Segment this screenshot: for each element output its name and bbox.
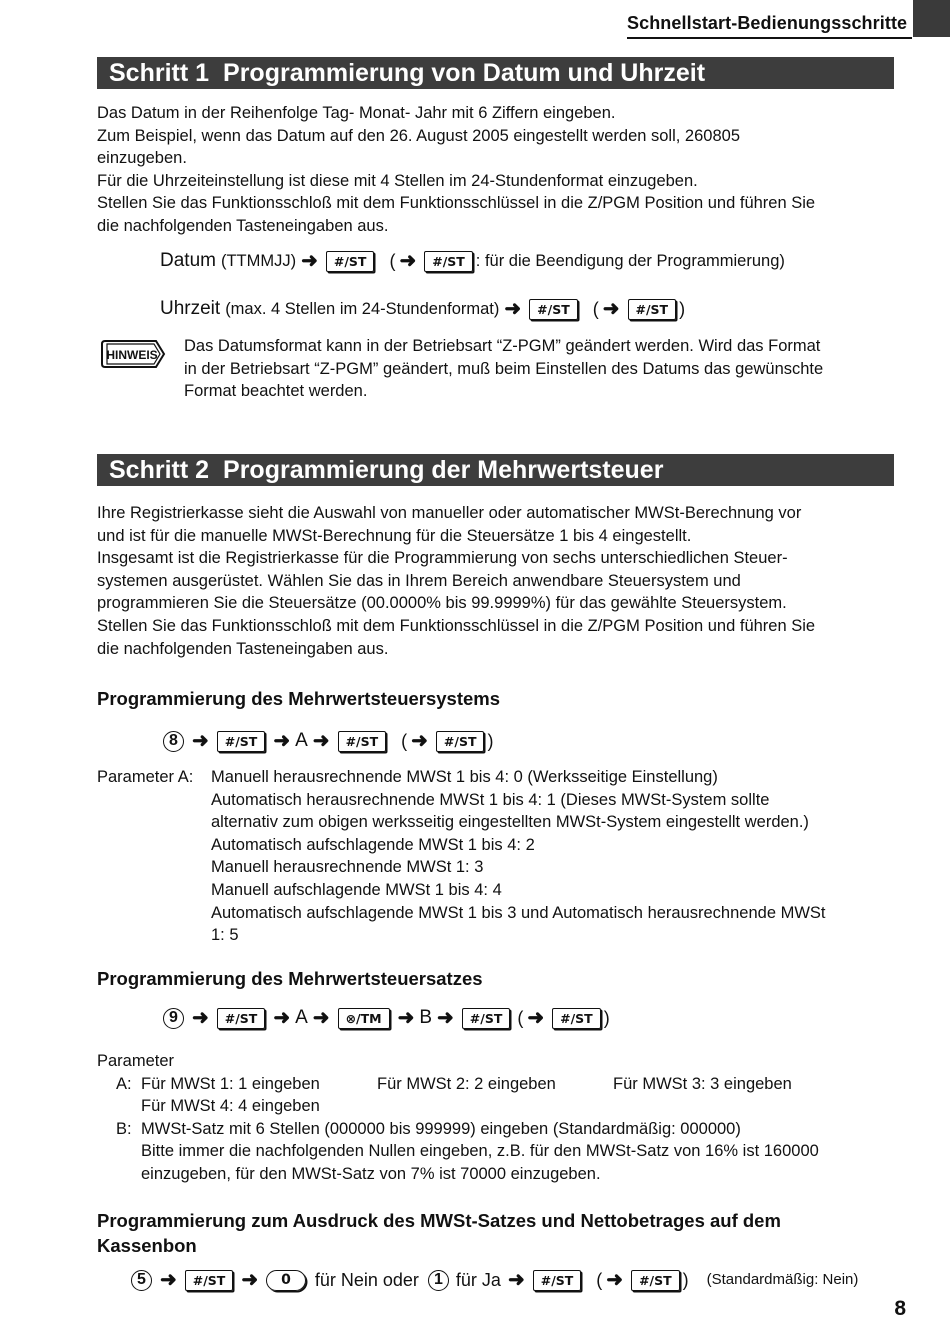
mwst-satz-key-sequence: [160, 1005, 610, 1031]
hinweis-line: in der Betriebsart “Z-PGM” geändert, muß beim Einstellen des Datums das gewünschte: [184, 359, 824, 378]
arrow-icon: ➜: [606, 1269, 624, 1291]
option-line: alternativ zum obigen werksseitig eingestellten MWSt-System eingestellt werden.): [211, 813, 809, 832]
datum-end-text: : für die Beendigung der Programmierung): [475, 252, 785, 270]
section2-line: Ihre Registrierkasse sieht die Auswahl von manueller oder automatischer MWSt-Berechnung vor: [97, 504, 802, 522]
digit-5-key: 5: [131, 1270, 152, 1291]
arrow-icon: ➜: [312, 730, 330, 752]
arrow-icon: ➜: [273, 1007, 291, 1029]
digit-9-key: 9: [163, 1008, 184, 1029]
datum-hint: (TTMMJJ): [220, 252, 297, 270]
uhrzeit-key-sequence: [160, 296, 685, 322]
subheading-mwst-system: Programmierung des Mehrwertsteuersystems: [97, 688, 501, 709]
ausdruck-key-sequence: [128, 1267, 858, 1293]
subheading-ausdruck-line2: Kassenbon: [97, 1235, 197, 1256]
subheading-ausdruck: [97, 1208, 897, 1258]
open-paren: (: [401, 731, 408, 751]
st-key: #/ST: [631, 1270, 680, 1291]
arrow-icon: ➜: [241, 1269, 259, 1291]
st-key: #/ST: [436, 731, 485, 752]
parameter-a-label: A:: [116, 1074, 132, 1093]
st-key: #/ST: [338, 731, 387, 752]
mwst-system-key-sequence: [160, 728, 493, 754]
arrow-icon: ➜: [301, 250, 318, 272]
parameter-a-options: [211, 766, 901, 947]
section1-number: Schritt 1: [109, 59, 210, 87]
close-paren: ): [487, 731, 494, 751]
mwst4-option: Für MWSt 4: 4 eingeben: [141, 1097, 320, 1116]
open-paren: (: [592, 299, 599, 319]
st-key: #/ST: [217, 1008, 266, 1029]
section2-line: Stellen Sie das Funktionsschloß mit dem Funktionsschlüssel in die Z/PGM Position und führen Sie: [97, 616, 816, 635]
section1-line: die nachfolgenden Tasteneingaben aus.: [97, 216, 389, 235]
hinweis-text: [184, 335, 894, 403]
subheading-ausdruck-line1: Programmierung zum Ausdruck des MWSt-Satzes und Nettobetrages auf dem: [97, 1210, 781, 1231]
arrow-icon: ➜: [602, 298, 620, 320]
option-line: Manuell herausrechnende MWSt 1: 3: [211, 858, 484, 877]
param-b: B: [419, 1007, 433, 1028]
arrow-icon: ➜: [437, 1007, 454, 1029]
mwst3-option: Für MWSt 3: 3 eingeben: [613, 1074, 792, 1093]
section2-title: Programmierung der Mehrwertsteuer: [223, 456, 664, 484]
arrow-icon: ➜: [192, 730, 209, 752]
arrow-icon: ➜: [397, 1007, 415, 1029]
param-a: A: [295, 730, 308, 751]
mwst2-option: Für MWSt 2: 2 eingeben: [377, 1074, 556, 1093]
hinweis-line: Das Datumsformat kann in der Betriebsart “Z-PGM” geändert werden. Wird das Format: [184, 337, 821, 355]
option-line: Automatisch herausrechnende MWSt 1 bis 4: 1 (Dieses MWSt-System sollte: [211, 790, 770, 809]
parameter-b-label: B:: [116, 1119, 132, 1138]
option-line: Manuell herausrechnende MWSt 1 bis 4: 0 (Werksseitige Einstellung): [211, 768, 718, 786]
default-note: (Standardmäßig: Nein): [706, 1271, 859, 1288]
mwst1-option: Für MWSt 1: 1 eingeben: [141, 1074, 320, 1093]
section1-title-bar: [97, 57, 894, 89]
section1-line: Stellen Sie das Funktionsschloß mit dem Funktionsschlüssel in die Z/PGM Position und führen Sie: [97, 194, 816, 213]
close-paren: ): [603, 1008, 610, 1028]
close-paren: ): [679, 299, 686, 319]
section2-number: Schritt 2: [109, 456, 210, 484]
arrow-icon: ➜: [192, 1007, 209, 1029]
section1-body: [97, 102, 897, 238]
parameter-a-label: Parameter A:: [97, 768, 194, 786]
digit-8-key: 8: [163, 731, 184, 752]
section1-line: Zum Beispiel, wenn das Datum auf den 26. August 2005 eingestellt werden soll, 260805: [97, 126, 740, 145]
section2-line: die nachfolgenden Tasteneingaben aus.: [97, 639, 389, 658]
section1-line: einzugeben.: [97, 149, 187, 168]
parameter-b-lines: [141, 1118, 901, 1186]
arrow-icon: ➜: [411, 730, 428, 752]
uhrzeit-word: Uhrzeit: [160, 298, 221, 319]
st-key: #/ST: [185, 1270, 234, 1291]
hinweis-label: HINWEIS: [106, 348, 158, 362]
st-key: #/ST: [462, 1008, 511, 1029]
open-paren: (: [389, 251, 396, 271]
section2-title-bar: [97, 454, 894, 486]
arrow-icon: ➜: [312, 1007, 330, 1029]
section2-line: systemen ausgerüstet. Wählen Sie das in Ihrem Bereich anwendbare Steuersystem und: [97, 571, 741, 590]
tm-key: ⊗/TM: [338, 1008, 390, 1029]
datum-word: Datum: [160, 250, 216, 271]
st-key: #/ST: [217, 731, 266, 752]
subheading-mwst-satz: Programmierung des Mehrwertsteuersatzes: [97, 968, 483, 989]
section2-body: [97, 502, 897, 660]
parameter-a-block: [97, 766, 897, 948]
option-line: 1: 5: [211, 926, 239, 945]
arrow-icon: ➜: [160, 1269, 177, 1291]
hinweis-line: Format beachtet werden.: [184, 382, 368, 401]
st-key: #/ST: [552, 1008, 601, 1029]
arrow-icon: ➜: [507, 1269, 525, 1291]
st-key: #/ST: [628, 299, 677, 320]
st-key: #/ST: [326, 251, 375, 272]
ja-text: für Ja: [455, 1270, 501, 1290]
arrow-icon: ➜: [504, 298, 522, 320]
section1-line: Für die Uhrzeiteinstellung ist diese mit 4 Stellen im 24-Stundenformat einzugeben.: [97, 171, 698, 190]
parameter-ab-block: [97, 1050, 897, 1190]
st-key: #/ST: [424, 251, 473, 272]
header-tab-marker: [913, 0, 950, 37]
st-key: #/ST: [529, 299, 578, 320]
option-line: Automatisch aufschlagende MWSt 1 bis 3 und Automatisch herausrechnende MWSt: [211, 903, 826, 922]
open-paren: (: [596, 1270, 603, 1290]
section2-line: Insgesamt ist die Registrierkasse für die Programmierung von sechs unterschiedlichen Steuer-: [97, 549, 788, 568]
section2-line: und ist für die manuelle MWSt-Berechnung für die Steuersätze 1 bis 4 eingestellt.: [97, 526, 692, 545]
b-line: MWSt-Satz mit 6 Stellen (000000 bis 999999) eingeben (Standardmäßig: 000000): [141, 1119, 741, 1138]
b-line: Bitte immer die nachfolgenden Nullen eingeben, z.B. für den MWSt-Satz von 16% ist 160000: [141, 1142, 819, 1161]
digit-1-key: 1: [428, 1270, 449, 1291]
b-line: einzugeben, für den MWSt-Satz von 7% ist 70000 einzugeben.: [141, 1164, 601, 1183]
option-line: Manuell aufschlagende MWSt 1 bis 4: 4: [211, 880, 502, 899]
zero-key: 0: [266, 1270, 306, 1291]
running-header: Schnellstart-Bedienungsschritte: [627, 13, 908, 33]
arrow-icon: ➜: [273, 730, 291, 752]
param-a: A: [295, 1007, 308, 1028]
st-key: #/ST: [533, 1270, 582, 1291]
hinweis-note-icon: [100, 338, 166, 370]
option-line: Automatisch aufschlagende MWSt 1 bis 4: 2: [211, 835, 535, 854]
open-paren: (: [517, 1008, 524, 1028]
section1-title: Programmierung von Datum und Uhrzeit: [223, 59, 706, 87]
parameter-label: Parameter: [97, 1052, 175, 1070]
arrow-icon: ➜: [527, 1007, 545, 1029]
header-rule: [627, 37, 912, 39]
page-number: 8: [894, 1297, 906, 1320]
uhrzeit-hint: (max. 4 Stellen im 24-Stundenformat): [225, 300, 500, 318]
arrow-icon: ➜: [399, 250, 417, 272]
close-paren: ): [682, 1270, 689, 1290]
section2-line: programmieren Sie die Steuersätze (00.0000% bis 99.9999%) für das gewählte Steuersystem.: [97, 594, 787, 613]
datum-key-sequence: [160, 248, 785, 274]
section1-line: Das Datum in der Reihenfolge Tag- Monat- Jahr mit 6 Ziffern eingeben.: [97, 104, 616, 122]
nein-text: für Nein oder: [314, 1270, 419, 1290]
